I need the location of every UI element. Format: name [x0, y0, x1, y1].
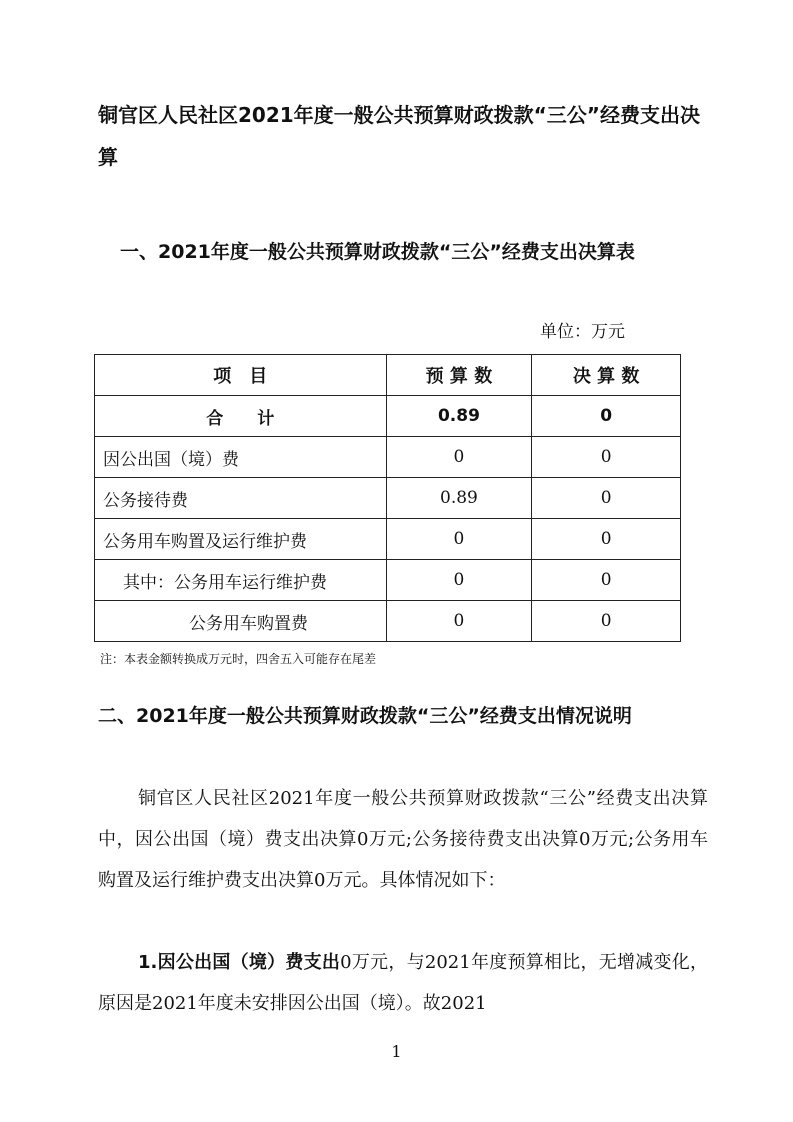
section-1-heading: 一、2021年度一般公共预算财政拨款“三公”经费支出决算表 [120, 241, 635, 263]
table-note: 注：本表金额转换成万元时，四舍五入可能存在尾差 [100, 652, 377, 666]
row-final: 0 [532, 437, 681, 478]
row-budget: 0 [386, 437, 532, 478]
row-budget: 0.89 [386, 478, 532, 519]
total-label: 合 计 [95, 396, 387, 437]
total-final: 0 [532, 396, 681, 437]
row-budget: 0 [386, 601, 532, 642]
header-final: 决 算 数 [532, 355, 681, 396]
table-total-row [95, 396, 681, 437]
row-name: 公务用车购置费 [95, 601, 387, 642]
page-number: 1 [391, 1042, 402, 1061]
paragraph-2 [98, 942, 708, 1024]
row-name: 因公出国（境）费 [95, 437, 387, 478]
document-title: 铜官区人民社区2021年度一般公共预算财政拨款“三公”经费支出决算 [98, 103, 700, 169]
table-header-row [95, 355, 681, 396]
paragraph-2-lead: 1.因公出国（境）费支出 [138, 952, 341, 973]
row-budget: 0 [386, 560, 532, 601]
row-name: 公务接待费 [95, 478, 387, 519]
table-row [95, 478, 681, 519]
row-final: 0 [532, 601, 681, 642]
paragraph-2-body: 0万元，与2021年度预算相比，无增减变化，原因是2021年度未安排因公出国（境）。故2021 [98, 952, 708, 1014]
row-budget: 0 [386, 519, 532, 560]
table-row [95, 601, 681, 642]
row-name: 公务用车购置及运行维护费 [95, 519, 387, 560]
header-budget: 预 算 数 [386, 355, 532, 396]
table-row [95, 560, 681, 601]
row-final: 0 [532, 519, 681, 560]
total-budget: 0.89 [386, 396, 532, 437]
row-final: 0 [532, 478, 681, 519]
paragraph-1: 铜官区人民社区2021年度一般公共预算财政拨款“三公”经费支出决算中，因公出国（境）费支出决算0万元;公务接待费支出决算0万元;公务用车购置及运行维护费支出决算0万元。具体情况如下： [98, 788, 708, 891]
row-name: 其中：公务用车运行维护费 [95, 560, 387, 601]
table-row [95, 519, 681, 560]
section-2-heading: 二、2021年度一般公共预算财政拨款“三公”经费支出情况说明 [98, 705, 632, 727]
header-item: 项 目 [95, 355, 387, 396]
table-row [95, 437, 681, 478]
unit-label: 单位：万元 [540, 322, 625, 342]
row-final: 0 [532, 560, 681, 601]
budget-table [94, 354, 681, 642]
